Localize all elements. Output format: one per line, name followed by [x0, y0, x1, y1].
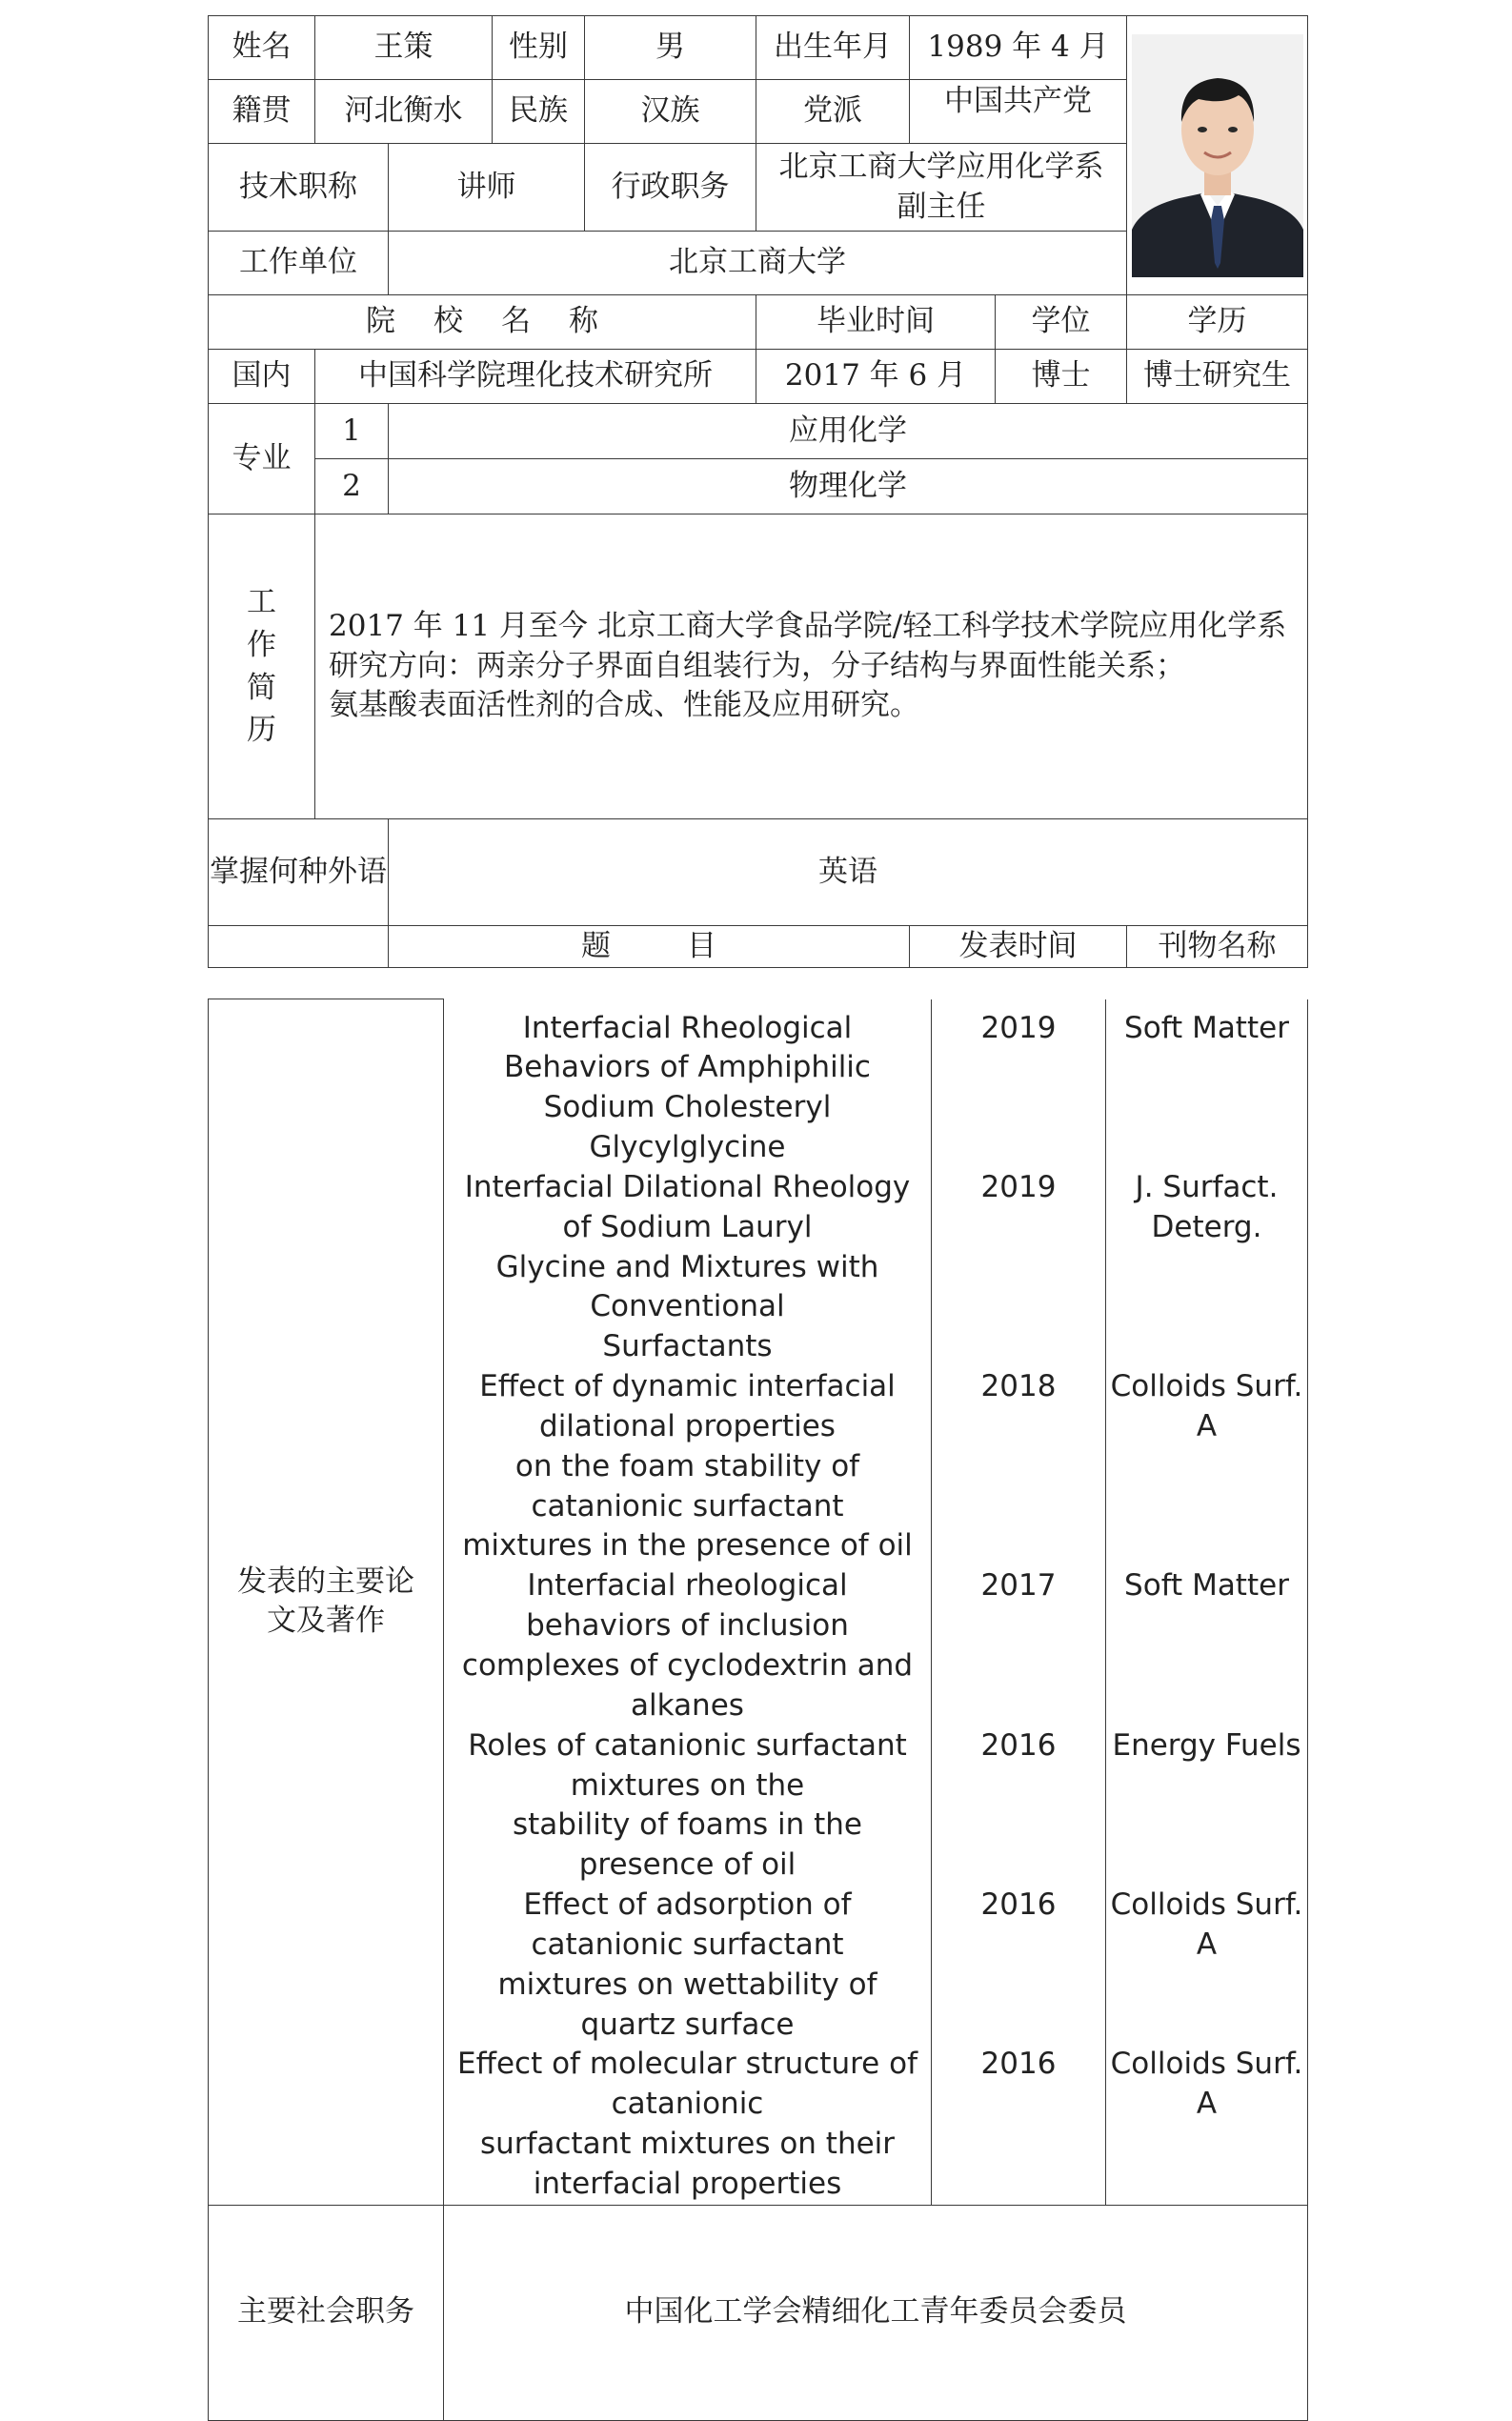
paper-title-5: Roles of catanionic surfactant mixtures on the stability of foams in the presence of oil	[444, 1726, 932, 1886]
admin-line-1: 北京工商大学应用化学系	[778, 149, 1104, 184]
paper-year-5: 2016	[932, 1726, 1106, 1886]
paper-journal-7: Colloids Surf. A	[1106, 2045, 1308, 2205]
origin-label: 籍贯	[209, 80, 315, 144]
work-content	[315, 514, 1308, 819]
paper-journal-5: Energy Fuels	[1106, 1726, 1308, 1886]
region-value: 国内	[209, 350, 315, 404]
work-line-1: 2017 年 11 月至今 北京工商大学食品学院/轻工科学技术学院应用化学系	[329, 608, 1287, 643]
ethnicity-value: 汉族	[585, 80, 756, 144]
name-value: 王策	[315, 16, 493, 80]
paper-title-2: Interfacial Dilational Rheology of Sodium Lauryl Glycine and Mixtures with Conventional Surfactants	[444, 1168, 932, 1367]
social-value: 中国化工学会精细化工青年委员会委员	[444, 2205, 1308, 2420]
publications-label: 发表的主要论 文及著作	[209, 999, 444, 2206]
edu-value: 博士研究生	[1127, 350, 1308, 404]
degree-header: 学位	[996, 295, 1127, 350]
birth-label: 出生年月	[756, 16, 910, 80]
paper-title-1: Interfacial Rheological Behaviors of Amphiphilic Sodium Cholesteryl Glycylglycine	[444, 999, 932, 1168]
pub-time-header: 发表时间	[910, 926, 1127, 968]
paper-journal-3: Colloids Surf. A	[1106, 1367, 1308, 1566]
title-value: 讲师	[389, 144, 585, 232]
major-name-2: 物理化学	[389, 459, 1308, 514]
paper-journal-2: J. Surfact. Deterg.	[1106, 1168, 1308, 1367]
paper-title-3: Effect of dynamic interfacial dilational properties on the foam stability of catanionic surfactant mixtures in the presence of oil	[444, 1367, 932, 1566]
school-value: 中国科学院理化技术研究所	[315, 350, 756, 404]
grad-time-header: 毕业时间	[756, 295, 996, 350]
grad-time-value: 2017 年 6 月	[756, 350, 996, 404]
school-header: 院 校 名 称	[209, 295, 756, 350]
origin-value: 河北衡水	[315, 80, 493, 144]
degree-value: 博士	[996, 350, 1127, 404]
major-num-1: 1	[315, 404, 389, 459]
employer-value: 北京工商大学	[389, 232, 1127, 295]
paper-year-6: 2016	[932, 1886, 1106, 2045]
employer-label: 工作单位	[209, 232, 389, 295]
paper-title-6: Effect of adsorption of catanionic surfactant mixtures on wettability of quartz surface	[444, 1886, 932, 2045]
language-label: 掌握何种外语	[209, 819, 389, 926]
paper-journal-4: Soft Matter	[1106, 1566, 1308, 1725]
gender-label: 性别	[493, 16, 585, 80]
name-label: 姓名	[209, 16, 315, 80]
party-value: 中国共产党	[910, 80, 1127, 144]
major-num-2: 2	[315, 459, 389, 514]
photo-cell	[1127, 16, 1308, 295]
party-label: 党派	[756, 80, 910, 144]
pub-journal-header: 刊物名称	[1127, 926, 1308, 968]
paper-year-1: 2019	[932, 999, 1106, 1168]
gender-value: 男	[585, 16, 756, 80]
resume-table-bottom	[208, 999, 1308, 2421]
major-name-1: 应用化学	[389, 404, 1308, 459]
admin-value	[756, 144, 1127, 232]
language-value: 英语	[389, 819, 1308, 926]
admin-line-2: 副主任	[897, 189, 986, 224]
paper-journal-6: Colloids Surf. A	[1106, 1886, 1308, 2045]
edu-header: 学历	[1127, 295, 1308, 350]
portrait-photo	[1132, 34, 1303, 277]
title-label: 技术职称	[209, 144, 389, 232]
paper-title-4: Interfacial rheological behaviors of inclusion complexes of cyclodextrin and alkanes	[444, 1566, 932, 1725]
ethnicity-label: 民族	[493, 80, 585, 144]
pub-header-blank	[209, 926, 389, 968]
paper-title-7: Effect of molecular structure of catanionic surfactant mixtures on their interfacial properties	[444, 2045, 932, 2205]
major-label: 专业	[209, 404, 315, 514]
paper-year-7: 2016	[932, 2045, 1106, 2205]
portrait-photo-icon	[1132, 34, 1303, 277]
admin-label: 行政职务	[585, 144, 756, 232]
pub-title-header: 题 目	[389, 926, 910, 968]
work-label: 工 作 简 历	[209, 514, 315, 819]
birth-value: 1989 年 4 月	[910, 16, 1127, 80]
paper-year-4: 2017	[932, 1566, 1106, 1725]
paper-year-2: 2019	[932, 1168, 1106, 1367]
work-line-3: 氨基酸表面活性剂的合成、性能及应用研究。	[329, 688, 919, 723]
resume-table-top	[208, 15, 1308, 968]
work-line-2: 研究方向：两亲分子界面自组装行为，分子结构与界面性能关系；	[329, 648, 1185, 683]
social-label: 主要社会职务	[209, 2205, 444, 2420]
paper-journal-1: Soft Matter	[1106, 999, 1308, 1168]
paper-year-3: 2018	[932, 1367, 1106, 1566]
